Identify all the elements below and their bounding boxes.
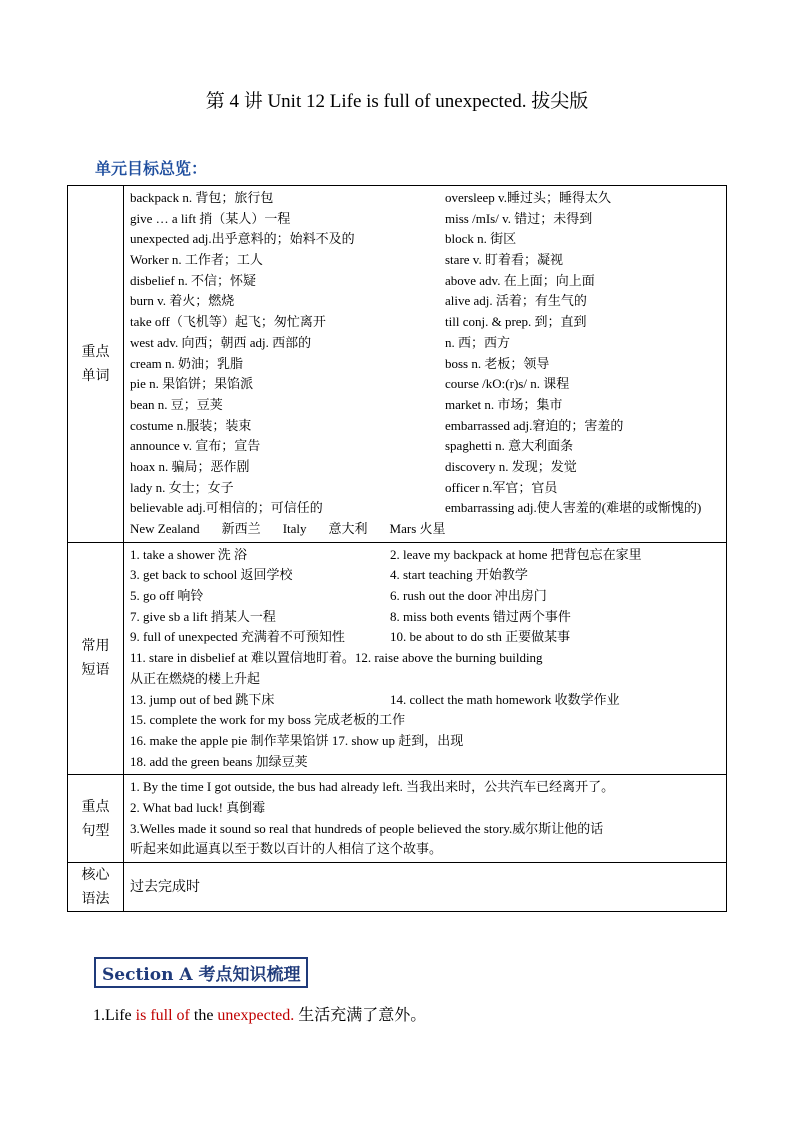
overview-table [67,185,727,912]
phrase-entry: 4. start teaching 开始教学 [390,567,528,583]
phrase-entry: 14. collect the math homework 收数学作业 [390,691,620,707]
phrase-row [130,545,720,566]
sentence-label: 重点 句型 [68,775,124,863]
vocab-entry: block n. 街区 [445,231,517,247]
sentence-entry: 听起来如此逼真以至于数以百计的人相信了这个故事。 [130,841,443,857]
vocab-entry: pie n. 果馅饼；果馅派 [130,376,254,392]
phrase-entry: 16. make the apple pie 制作苹果馅饼 17. show up 赶到，出现 [130,732,464,748]
phrase-entry: 6. rush out the door 冲出房门 [390,588,547,604]
vocab-entry: Italy [282,521,307,536]
vocab-entry: 新西兰 [221,521,261,536]
phrase-entry: 15. complete the work for my boss 完成老板的工作 [130,712,406,728]
vocab-entry: miss /mIs/ v. 错过；未得到 [445,210,593,226]
phrase-entry: 11. stare in disbelief at 难以置信地盯着。12. raise above the burning building [130,650,543,666]
grammar-label: 核心 语法 [68,863,124,912]
phrase-entry: 3. get back to school 返回学校 [130,567,293,583]
phrase-row [130,731,720,752]
vocab-entry: officer n.军官；官员 [445,479,558,495]
unit-overview-heading: 单元目标总览： [95,159,208,178]
vocab-list [124,186,727,543]
phrase-entry: 2. leave my backpack at home 把背包忘在家里 [390,546,642,562]
vocab-entry: Mars 火星 [389,521,446,536]
sentence-list [124,775,727,863]
vocab-entry: New Zealand [130,521,200,536]
vocab-entry-row [130,457,720,478]
vocab-entry: disbelief n. 不信；怀疑 [130,272,257,288]
sentence-row [68,775,727,863]
vocab-entry: course /kO:(r)s/ n. 课程 [445,376,570,392]
phrase-entry: 13. jump out of bed 跳下床 [130,691,275,707]
grammar-row [68,863,727,912]
sentence-entry: 2. What bad luck! 真倒霉 [130,799,266,815]
vocab-entry: oversleep v.睡过头；睡得太久 [445,190,611,205]
vocab-entry-row [130,250,720,271]
phrase-row [130,627,720,648]
phrase-entry: 7. give sb a lift 捎某人一程 [130,608,276,624]
grammar-content: 过去完成时 [124,863,727,912]
vocab-entry: market n. 市场；集市 [445,396,563,412]
vocab-entry-row [130,209,720,230]
vocab-entry: give … a lift 捎（某人）一程 [130,210,291,226]
phrase-row [130,710,720,731]
phrase-entry: 18. add the green beans 加绿豆荚 [130,753,308,769]
phrase-row [68,542,727,775]
vocab-entry-row [130,519,720,540]
vocab-entry-row [130,395,720,416]
vocab-entry: stare v. 盯着看；凝视 [445,252,563,268]
vocab-entry: spaghetti n. 意大利面条 [445,438,574,454]
vocab-entry-row [130,478,720,499]
vocab-entry: discovery n. 发现；发觉 [445,458,577,474]
vocab-entry: bean n. 豆；豆荚 [130,396,223,412]
sentence-entry: 1. By the time I got outside, the bus had already left. 当我出来时，公共汽车已经离开了。 [130,779,615,795]
vocab-entry: embarrassing adj.使人害羞的(难堪的或惭愧的) [445,500,702,516]
vocab-entry-row [130,416,720,437]
vocab-entry-row [130,312,720,333]
vocab-entry: announce v. 宣布；宣告 [130,438,261,454]
vocab-entry: backpack n. 背包；旅行包 [130,190,274,205]
vocab-entry: lady n. 女士；女子 [130,479,234,495]
vocab-entry: n. 西；西方 [445,334,511,350]
vocab-label: 重点 单词 [68,186,124,543]
vocab-entry-row [130,374,720,395]
phrase-row [130,607,720,628]
vocab-entry: unexpected adj.出乎意料的；始料不及的 [130,231,355,247]
vocab-entry: above adv. 在上面；向上面 [445,272,595,288]
phrase-row [130,586,720,607]
vocab-entry-row [130,354,720,375]
vocab-entry: till conj. & prep. 到；直到 [445,314,587,330]
phrase-entry: 8. miss both events 错过两个事件 [390,608,571,624]
vocab-entry: embarrassed adj.窘迫的；害羞的 [445,417,624,433]
phrase-row [130,565,720,586]
vocab-entry-row [130,271,720,292]
vocab-entry: cream n. 奶油；乳脂 [130,355,244,371]
section-a-heading: Section A 考点知识梳理 [94,957,308,988]
phrase-entry: 10. be about to do sth 正要做某事 [390,629,571,645]
sentence-entry: 3.Welles made it sound so real that hundreds of people believed the story.威尔斯让他的话 [130,820,604,836]
phrase-entry: 从正在燃烧的楼上升起 [130,670,261,686]
phrase-row [130,752,720,773]
page-title: 第 4 讲 Unit 12 Life is full of unexpected. 拔尖版 [205,91,589,112]
phrase-list [124,542,727,775]
vocab-entry-row [130,188,720,209]
vocab-entry: alive adj. 活着；有生气的 [445,293,587,309]
vocab-entry-row [130,229,720,250]
vocab-entry-row [130,333,720,354]
vocab-entry: take off（飞机等）起飞；匆忙离开 [130,314,326,330]
phrase-label: 常用 短语 [68,542,124,775]
vocab-entry: Worker n. 工作者；工人 [130,252,263,268]
vocab-entry-row [130,436,720,457]
vocab-entry-row [130,498,720,519]
vocab-entry: boss n. 老板；领导 [445,355,550,371]
vocab-entry: west adv. 向西；朝西 adj. 西部的 [130,334,312,350]
vocab-entry: 意大利 [328,521,368,536]
phrase-entry: 1. take a shower 洗 浴 [130,546,247,562]
vocab-row [68,186,727,543]
vocab-entry: believable adj.可相信的；可信任的 [130,500,323,516]
vocab-entry-row [130,291,720,312]
vocab-entry: costume n.服装；装束 [130,417,252,433]
phrase-row [130,690,720,711]
phrase-entry: 5. go off 响铃 [130,588,204,604]
phrase-entry: 9. full of unexpected 充满着不可预知性 [130,629,345,645]
knowledge-point-1: 1.Life is full of the unexpected. 生活充满了意外。 [93,1007,427,1024]
vocab-entry: burn v. 着火；燃烧 [130,293,235,309]
vocab-entry: hoax n. 骗局；恶作剧 [130,458,250,474]
